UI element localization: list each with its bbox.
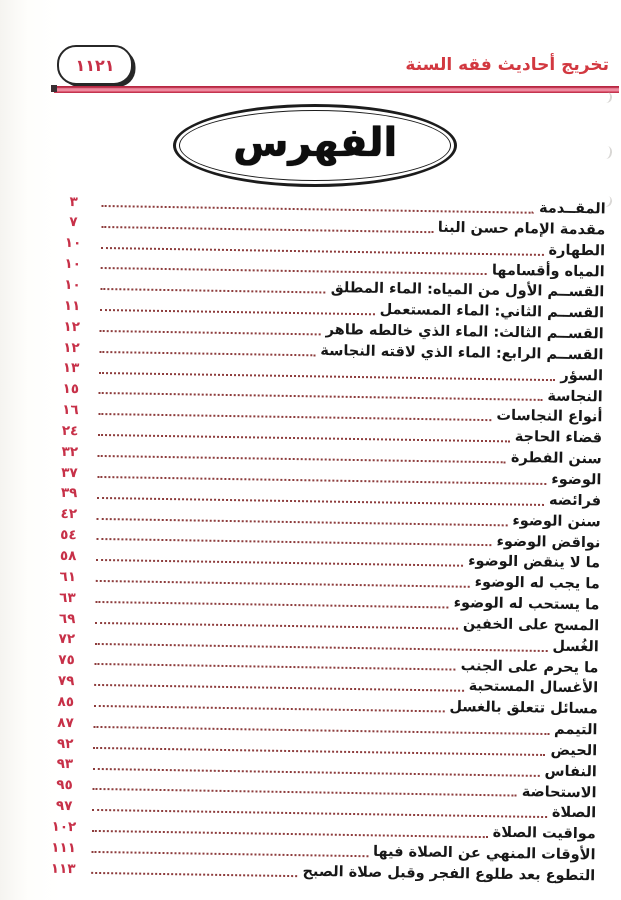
toc-entry-page-number: ٣٧ (61, 464, 78, 481)
toc-entry-page-number: ١٠ (64, 256, 82, 273)
toc-entry-page-number: ٩٢ (56, 735, 74, 752)
toc-list (40, 190, 606, 886)
scan-artifact-mark (602, 145, 613, 159)
toc-entry-page-number: ٣ (69, 193, 78, 210)
contents-heading-frame (173, 104, 457, 187)
toc-entry-page-number: ٧٢ (58, 631, 76, 648)
toc-entry-title: القســم الرابع: الماء الذي لاقته النجاسة (320, 342, 604, 364)
toc-entry-title: المياه وأقسامها (491, 262, 605, 280)
header-rule (54, 86, 619, 93)
toc-entry-title: القســم الأول من المياه: الماء المطلق (330, 280, 605, 301)
dotted-leader (91, 872, 297, 877)
toc-entry-page-number: ٦٣ (59, 589, 76, 606)
toc-entry-page-number: ٧٩ (57, 672, 75, 690)
dotted-leader (91, 851, 368, 857)
toc-entry-page-number: ٣٩ (60, 485, 78, 502)
toc-entry-page-number: ٨٧ (57, 714, 74, 731)
toc-entry-title: النجاسة (547, 388, 603, 405)
toc-entry-title: ما يجب له الوضوء (474, 574, 600, 593)
toc-entry-title: فرائضه (548, 492, 602, 510)
toc-entry-page-number: ١٠٢ (51, 818, 77, 836)
toc-entry-page-number: ١١١ (51, 839, 77, 856)
toc-entry-title: الاستحاضة (521, 783, 597, 801)
toc-entry-title: ما يستحب له الوضوء (453, 595, 600, 614)
toc-entry-page-number: ٥٨ (59, 547, 77, 565)
toc-entry-title: قضاء الحاجة (514, 429, 603, 447)
toc-entry-title: الطهارة (548, 242, 606, 260)
toc-entry-title: النفاس (544, 763, 597, 781)
toc-entry-title: مسائل تتعلق بالغسل (449, 699, 598, 718)
toc-entry-title: الأغسال المستحبة (468, 678, 599, 697)
dotted-leader (99, 351, 315, 356)
toc-entry-page-number: ٩٧ (55, 797, 73, 815)
page-number-badge (57, 45, 133, 85)
toc-entry-title: ما لا ينقض الوضوء (468, 553, 601, 572)
toc-entry-title: القســم الثاني: الماء المستعمل (379, 302, 605, 322)
toc-entry-page-number: ٥٤ (60, 526, 77, 544)
toc-entry-title: ما يحرم على الجنب (460, 657, 599, 676)
toc-entry-title: المقــدمة (538, 200, 606, 218)
toc-entry-title: السؤر (560, 367, 604, 385)
toc-entry-page-number: ١٦ (62, 401, 79, 419)
toc-entry-title: التطوع بعد طلوع الفجر وقبل صلاة الصبح (302, 863, 596, 885)
toc-entry-page-number: ٨٥ (57, 693, 75, 710)
toc-entry-page-number: ٢٤ (61, 422, 79, 440)
toc-entry-page-number: ٧ (69, 214, 78, 231)
toc-entry-title: نواقض الوضوء (496, 533, 601, 551)
toc-entry-page-number: ١٥ (62, 381, 80, 398)
toc-entry-page-number: ٧٥ (58, 652, 75, 669)
toc-entry-title: أنواع النجاسات (496, 408, 603, 426)
toc-entry-title: التيمم (553, 721, 598, 739)
toc-entry-page-number: ١٣ (62, 360, 80, 377)
toc-entry-page-number: ١٢ (63, 318, 81, 335)
toc-entry-page-number: ٩٣ (56, 756, 74, 773)
toc-entry-title: الأوقات المنهي عن الصلاة فيها (372, 843, 596, 864)
toc-entry-title: الحيض (550, 742, 598, 760)
toc-entry-title: مقدمة الإمام حسن البنا (437, 219, 606, 239)
toc-entry-title: الغُسل (552, 638, 599, 656)
toc-entry-page-number: ١٢ (63, 339, 80, 356)
contents-heading: الفهرس (232, 119, 397, 166)
toc-entry-title: القســم الثالث: الماء الذي خالطه طاهر (325, 322, 604, 343)
page-number: ١١٢١ (75, 55, 115, 75)
running-head-title: تخريج أحاديث فقه السنة (405, 55, 609, 75)
toc-entry-page-number: ٦١ (59, 568, 77, 585)
dotted-leader (100, 288, 325, 294)
toc-entry-title: سنن الفطرة (510, 450, 602, 468)
toc-entry-page-number: ١٠ (64, 235, 82, 252)
toc-entry-page-number: ٤٢ (60, 506, 78, 523)
toc-entry-title: سنن الوضوء (512, 512, 601, 531)
toc-entry-title: الوضوء (551, 471, 602, 489)
toc-entry-page-number: ١٠ (64, 276, 81, 294)
toc-entry-title: المسح على الخفين (462, 616, 600, 635)
toc-entry-page-number: ١١٣ (50, 860, 76, 877)
toc-entry-page-number: ١١ (63, 297, 81, 314)
dotted-leader (100, 330, 321, 335)
toc-entry-page-number: ٣٢ (61, 443, 79, 460)
dotted-leader (101, 226, 433, 233)
toc-entry-page-number: ٩٥ (56, 777, 73, 794)
toc-entry-title: مواقيت الصلاة (492, 825, 596, 843)
toc-entry-title: الصلاة (551, 805, 597, 822)
dotted-leader (100, 309, 375, 315)
toc-entry-page-number: ٦٩ (58, 610, 76, 627)
scan-artifact-mark (602, 91, 612, 103)
